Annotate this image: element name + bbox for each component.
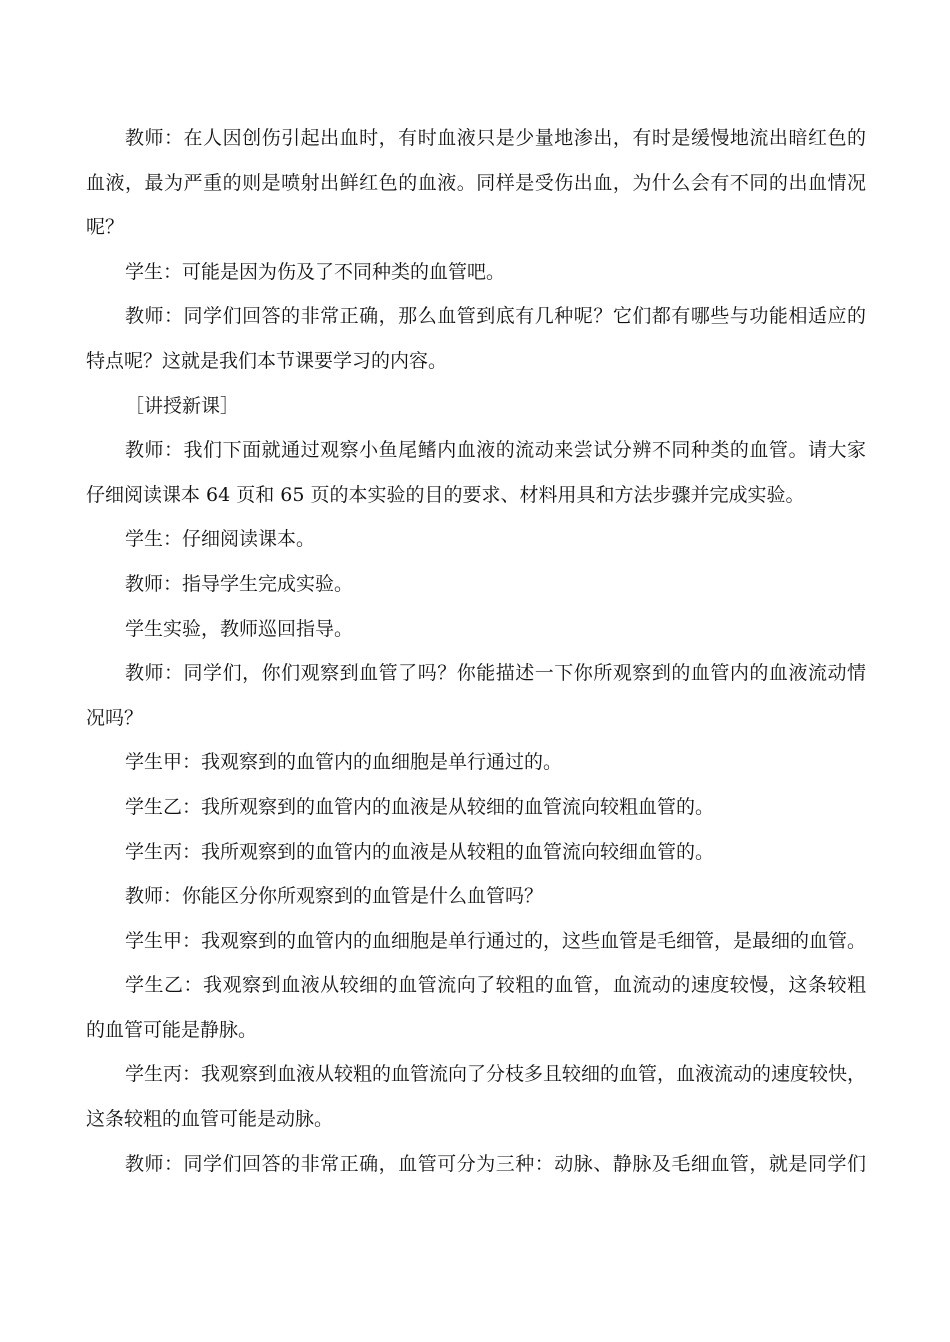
text-line: 教师：同学们，你们观察到血管了吗？你能描述一下你所观察到的血管内的血液流动情	[125, 662, 866, 685]
text-line: 教师：同学们回答的非常正确，那么血管到底有几种呢？它们都有哪些与功能相适应的	[125, 305, 866, 328]
paragraph	[86, 384, 866, 429]
paragraph	[86, 116, 866, 250]
paragraph	[86, 1052, 866, 1141]
paragraph	[86, 294, 866, 383]
text-line: 教师：你能区分你所观察到的血管是什么血管吗？	[125, 885, 544, 908]
paragraph	[86, 562, 866, 607]
paragraph	[86, 517, 866, 562]
paragraph	[86, 651, 866, 740]
text-line: 学生甲：我观察到的血管内的血细胞是单行通过的，这些血管是毛细管，是最细的血管。	[125, 929, 867, 952]
paragraph	[86, 874, 866, 919]
text-line: 学生乙：我观察到血液从较细的血管流向了较粗的血管，血流动的速度较慢，这条较粗	[125, 974, 866, 997]
text-line: 学生甲：我观察到的血管内的血细胞是单行通过的。	[125, 751, 563, 774]
text-line: 特点呢？这就是我们本节课要学习的内容。	[86, 349, 448, 372]
text-line: 学生乙：我所观察到的血管内的血液是从较细的血管流向较粗血管的。	[125, 795, 715, 818]
text-line: 学生丙：我观察到血液从较粗的血管流向了分枝多且较细的血管，血液流动的速度较快，	[125, 1063, 867, 1086]
paragraph	[86, 740, 866, 785]
paragraph	[86, 607, 866, 652]
paragraph	[86, 428, 866, 517]
text-line: 学生实验，教师巡回指导。	[125, 617, 354, 640]
text-line: 呢？	[86, 216, 125, 239]
paragraph	[86, 785, 866, 830]
document-body	[86, 116, 866, 1186]
text-line: 况吗？	[86, 706, 144, 729]
text-line: 学生：仔细阅读课本。	[125, 528, 316, 551]
text-line: 这条较粗的血管可能是动脉。	[86, 1108, 334, 1131]
text-line: 教师：指导学生完成实验。	[125, 572, 354, 595]
text-line: ［讲授新课］	[125, 394, 240, 417]
text-line: 仔细阅读课本 64 页和 65 页的本实验的目的要求、材料用具和方法步骤并完成实验。	[86, 483, 805, 506]
text-line: 教师：同学们回答的非常正确，血管可分为三种：动脉、静脉及毛细血管，就是同学们	[125, 1152, 866, 1175]
paragraph	[86, 1142, 866, 1187]
text-line: 血液，最为严重的则是喷射出鲜红色的血液。同样是受伤出血，为什么会有不同的出血情况	[86, 171, 866, 194]
paragraph	[86, 250, 866, 295]
paragraph	[86, 830, 866, 875]
paragraph	[86, 919, 866, 964]
text-line: 教师：我们下面就通过观察小鱼尾鳍内血液的流动来尝试分辨不同种类的血管。请大家	[125, 439, 866, 462]
text-line: 学生：可能是因为伤及了不同种类的血管吧。	[125, 260, 506, 283]
text-line: 学生丙：我所观察到的血管内的血液是从较粗的血管流向较细血管的。	[125, 840, 715, 863]
paragraph	[86, 963, 866, 1052]
text-line: 的血管可能是静脉。	[86, 1018, 258, 1041]
text-line: 教师：在人因创伤引起出血时，有时血液只是少量地渗出，有时是缓慢地流出暗红色的	[125, 127, 866, 149]
